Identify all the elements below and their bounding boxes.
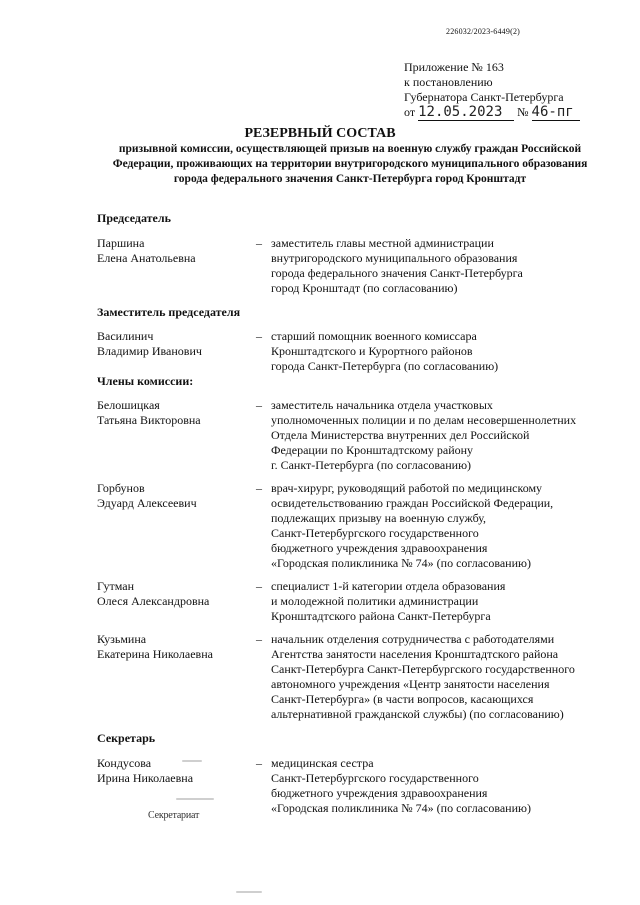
- role-line: заместитель главы местной администрации: [271, 236, 494, 250]
- surname: Горбунов: [97, 481, 145, 495]
- section-secretary: Секретарь: [97, 731, 156, 745]
- role-line: бюджетного учреждения здравоохранения: [271, 541, 488, 555]
- role-line: город Кронштадт (по согласованию): [271, 281, 458, 295]
- decree-date: 12.05.2023: [418, 104, 503, 120]
- role-line: Санкт-Петербурга Санкт-Петербургского государственного: [271, 662, 575, 676]
- scan-artifact: [236, 891, 262, 893]
- role-line: «Городская поликлиника № 74» (по согласованию): [271, 556, 531, 570]
- role-line: Отдела Министерства внутренних дел Российской: [271, 428, 530, 442]
- role-line: города Санкт-Петербурга (по согласованию): [271, 359, 499, 373]
- document-number: 226032/2023-6449(2): [446, 27, 521, 36]
- scan-artifact: [182, 760, 202, 762]
- scan-artifact: [176, 798, 214, 800]
- secretariat-stamp: Секретариат: [148, 810, 200, 821]
- section-deputy: Заместитель председателя: [97, 305, 241, 319]
- given-names: Олеся Александровна: [97, 594, 210, 608]
- role-line: альтернативной гражданской службы) (по согласованию): [271, 707, 564, 721]
- section-chair: Председатель: [97, 211, 171, 225]
- role-line: г. Санкт-Петербурга (по согласованию): [271, 458, 472, 472]
- role-line: автономного учреждения «Центр занятости населения: [271, 677, 550, 691]
- role-line: освидетельствованию граждан Российской Федерации,: [271, 496, 554, 510]
- role-line: врач-хирург, руководящий работой по медицинскому: [271, 481, 543, 495]
- role-line: Санкт-Петербургского государственного: [271, 526, 479, 540]
- dash: –: [256, 756, 262, 770]
- from-label: от: [404, 105, 416, 119]
- dash: –: [256, 632, 262, 646]
- person-name: [97, 398, 257, 428]
- appendix-date-line: [404, 105, 580, 121]
- surname: Василинич: [97, 329, 154, 343]
- person-name: [97, 481, 257, 511]
- role-line: Санкт-Петербурга» (в части вопросов, касающихся: [271, 692, 534, 706]
- surname: Гутман: [97, 579, 134, 593]
- dash: –: [256, 329, 262, 343]
- role-line: начальник отделения сотрудничества с работодателями: [271, 632, 555, 646]
- section-members: Члены комиссии:: [97, 374, 194, 388]
- document-title: РЕЗЕРВНЫЙ СОСТАВ: [244, 126, 396, 141]
- surname: Паршина: [97, 236, 145, 250]
- appendix-line-1: Приложение № 163: [404, 60, 504, 74]
- person-name: [97, 236, 257, 266]
- person-name: [97, 329, 257, 359]
- given-names: Эдуард Алексеевич: [97, 496, 197, 510]
- appendix-line-3: Губернатора Санкт-Петербурга: [404, 90, 564, 104]
- person-role: [271, 579, 611, 624]
- role-line: Агентства занятости населения Кронштадтского района: [271, 647, 559, 661]
- person-name: [97, 579, 257, 609]
- person-role: [271, 398, 611, 473]
- role-line: специалист 1-й категории отдела образования: [271, 579, 506, 593]
- role-line: подлежащих призыву на военную службу,: [271, 511, 487, 525]
- person-role: [271, 481, 611, 571]
- role-line: уполномоченных полиции и по делам несовершеннолетних: [271, 413, 577, 427]
- person-role: [271, 236, 611, 296]
- given-names: Екатерина Николаевна: [97, 647, 213, 661]
- role-line: старший помощник военного комиссара: [271, 329, 477, 343]
- number-label: №: [517, 105, 529, 119]
- document-subtitle: призывной комиссии, осуществляющей призыв на военную службу граждан Российской Федерации, проживающих на территории внутригородского муниципального образования города федерального значения Санкт-Петербурга город Кронштадт: [112, 143, 588, 185]
- role-line: внутригородского муниципального образования: [271, 251, 518, 265]
- dash: –: [256, 236, 262, 250]
- dash: –: [256, 579, 262, 593]
- person-name: [97, 756, 257, 786]
- person-role: [271, 756, 611, 816]
- given-names: Елена Анатольевна: [97, 251, 196, 265]
- appendix-block: [404, 60, 580, 121]
- role-line: Кронштадтского и Курортного районов: [271, 344, 473, 358]
- role-line: Кронштадтского района Санкт-Петербурга: [271, 609, 491, 623]
- role-line: «Городская поликлиника № 74» (по согласованию): [271, 801, 531, 815]
- appendix-line-2: к постановлению: [404, 75, 493, 89]
- surname: Кузьмина: [97, 632, 147, 646]
- dash: –: [256, 481, 262, 495]
- person-name: [97, 632, 257, 662]
- role-line: Федерации по Кронштадтскому району: [271, 443, 474, 457]
- given-names: Владимир Иванович: [97, 344, 202, 358]
- person-role: [271, 329, 611, 374]
- role-line: города федерального значения Санкт-Петербурга: [271, 266, 523, 280]
- given-names: Ирина Николаевна: [97, 771, 194, 785]
- surname: Кондусова: [97, 756, 152, 770]
- role-line: и молодежной политики администрации: [271, 594, 479, 608]
- role-line: медицинская сестра: [271, 756, 374, 770]
- role-line: бюджетного учреждения здравоохранения: [271, 786, 488, 800]
- dash: –: [256, 398, 262, 412]
- decree-number: 46-пг: [531, 104, 574, 120]
- role-line: заместитель начальника отдела участковых: [271, 398, 493, 412]
- person-role: [271, 632, 611, 722]
- given-names: Татьяна Викторовна: [97, 413, 201, 427]
- role-line: Санкт-Петербургского государственного: [271, 771, 479, 785]
- surname: Белошицкая: [97, 398, 160, 412]
